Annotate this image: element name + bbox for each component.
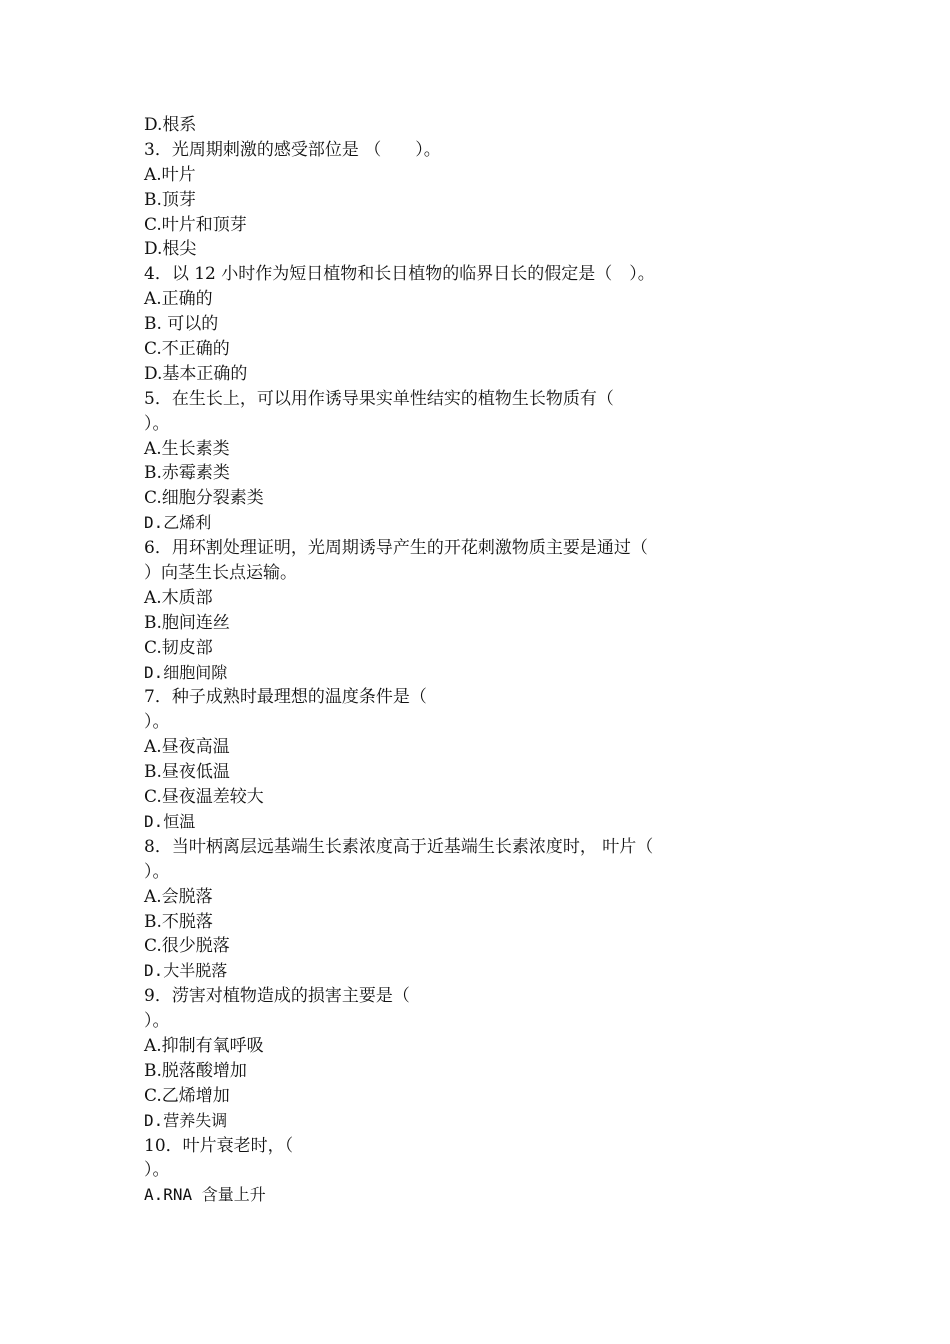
option-line: D.基本正确的 <box>144 363 248 384</box>
question-stem: 3．光周期刺激的感受部位是 （ ）。 <box>144 139 441 160</box>
option-line: C.很少脱落 <box>144 936 230 957</box>
option-line: D.细胞间隙 <box>144 662 228 682</box>
question-text-block <box>144 113 744 1208</box>
option-line: B.赤霉素类 <box>144 463 230 484</box>
question-stem: 8．当叶柄离层远基端生长素浓度高于近基端生长素浓度时， 叶片（ <box>144 836 654 857</box>
option-line: D.根尖 <box>144 239 197 260</box>
option-line: A.会脱落 <box>144 886 213 907</box>
question-stem: 9．涝害对植物造成的损害主要是（ <box>144 986 410 1007</box>
option-line: C.不正确的 <box>144 339 230 360</box>
question-stem-continuation: ）向茎生长点运输。 <box>144 563 297 584</box>
option-line: B. 可以的 <box>144 314 219 335</box>
option-line: C.乙烯增加 <box>144 1085 230 1106</box>
option-line: D.乙烯利 <box>144 513 212 533</box>
option-line: B.昼夜低温 <box>144 762 230 783</box>
question-stem: 10．叶片衰老时，（ <box>144 1135 294 1156</box>
question-stem-continuation: ）。 <box>144 1160 170 1181</box>
question-stem-continuation: ）。 <box>144 861 170 882</box>
option-line: B.胞间连丝 <box>144 612 230 633</box>
question-stem: 4．以 12 小时作为短日植物和长日植物的临界日长的假定是（ ）。 <box>144 264 655 285</box>
option-line: A.RNA 含量上升 <box>144 1185 266 1205</box>
option-line: A.叶片 <box>144 164 196 185</box>
option-line: B.顶芽 <box>144 189 196 210</box>
question-stem-continuation: ）。 <box>144 1011 170 1032</box>
option-line: A.正确的 <box>144 289 213 310</box>
option-line: A.抑制有氧呼吸 <box>144 1035 264 1056</box>
option-line: C.昼夜温差较大 <box>144 787 264 808</box>
option-line: C.韧皮部 <box>144 637 213 658</box>
option-line: D.大半脱落 <box>144 961 228 981</box>
question-stem-continuation: ）。 <box>144 413 170 434</box>
question-stem: 6．用环割处理证明，光周期诱导产生的开花刺激物质主要是通过（ <box>144 538 648 559</box>
option-line: D.恒温 <box>144 811 196 831</box>
option-line: B.不脱落 <box>144 911 213 932</box>
option-line: A.木质部 <box>144 587 213 608</box>
option-line: C.细胞分裂素类 <box>144 488 264 509</box>
option-line: A.昼夜高温 <box>144 737 230 758</box>
question-stem: 7．种子成熟时最理想的温度条件是（ <box>144 687 427 708</box>
option-line: A.生长素类 <box>144 438 230 459</box>
option-line: C.叶片和顶芽 <box>144 214 247 235</box>
option-line: D.根系 <box>144 115 197 135</box>
question-stem-continuation: ）。 <box>144 712 170 733</box>
option-line: B.脱落酸增加 <box>144 1060 247 1081</box>
option-line: D.营养失调 <box>144 1110 228 1130</box>
question-stem: 5．在生长上，可以用作诱导果实单性结实的植物生长物质有（ <box>144 388 614 409</box>
